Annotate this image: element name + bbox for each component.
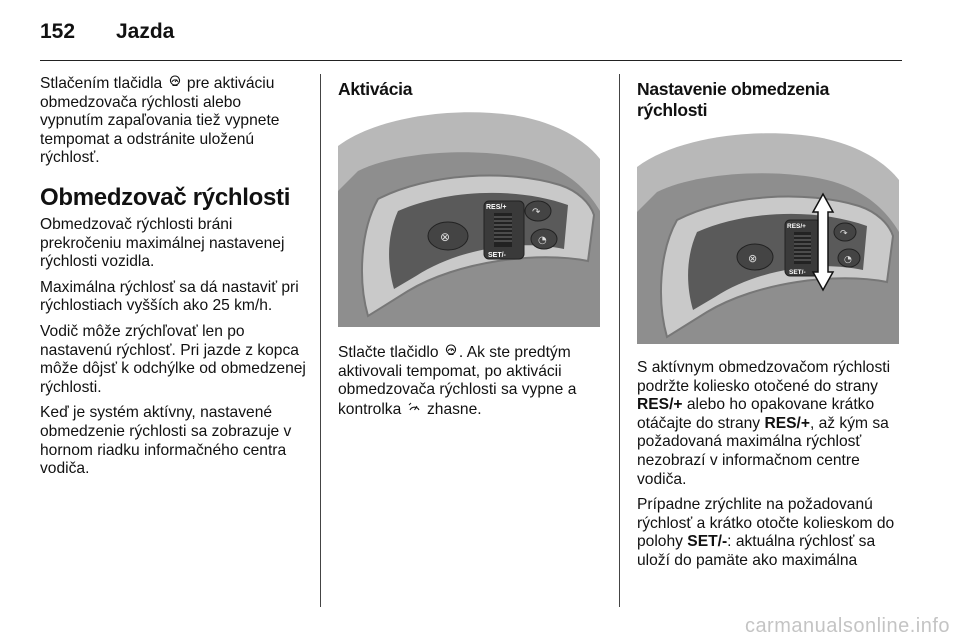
watermark: carmanualsonline.info xyxy=(744,615,950,637)
set-label: SET/- xyxy=(789,269,806,276)
text-run: alebo ho opakovane krátko otáčajte do strany xyxy=(637,396,875,432)
res-label: RES/+ xyxy=(486,204,507,211)
column-1 xyxy=(40,74,308,486)
text-run: Prípadne zrýchlite na požadovanú rýchlosť a krátko otočte kolieskom do polohy xyxy=(637,496,895,551)
paragraph-4: Keď je systém aktívny, nastavené obmedzenie rýchlosti sa zobrazuje v hornom riadku informačného centra vodiča. xyxy=(40,404,292,478)
paragraph-1: Obmedzovač rýchlosti bráni prekročeniu maximálnej nastavenej rýchlosti vozidla. xyxy=(40,215,285,271)
section-heading-activation: Aktivácia xyxy=(338,79,413,99)
set-label: SET/- xyxy=(488,252,506,259)
thumbwheel xyxy=(494,213,512,247)
activation-text-start: Stlačte tlačidlo xyxy=(338,344,439,361)
text-run: : aktuálna rýchlosť sa uloží do pamäte ako maximálna xyxy=(637,533,876,569)
column-3 xyxy=(637,74,901,578)
intro-text-end: pre aktiváciu obmedzovača rýchlosti alebo vypnutím zapaľovania tiež vypnete tempomat a odstránite uloženú rýchlosť. xyxy=(40,75,280,167)
set-minus-label: SET/- xyxy=(687,533,728,551)
set-limit-paragraph-1 xyxy=(637,359,901,489)
svg-text:↷: ↷ xyxy=(532,207,541,218)
res-label: RES/+ xyxy=(787,223,806,230)
header-rule xyxy=(40,60,902,61)
svg-text:◔: ◔ xyxy=(844,255,852,265)
page-number: 152 xyxy=(40,20,76,43)
activation-text-middle: . Ak ste predtým aktivovali tempomat, po aktivácii obmedzovača rýchlosti sa vypne a kontrolka xyxy=(338,344,577,418)
page-header xyxy=(40,20,174,44)
section-heading-set-limit: Nastavenie obmedzenia rýchlosti xyxy=(637,79,830,120)
section-heading-speed-limiter: Obmedzovač rýchlosti xyxy=(40,183,291,211)
intro-text-start: Stlačením tlačidla xyxy=(40,75,163,92)
column-2 xyxy=(338,74,600,426)
text-run: , až kým sa požadovaná maximálna rýchlosť nezobrazí v informačnom centre vodiča. xyxy=(637,414,889,488)
paragraph-3: Vodič môže zrýchľovať len po nastavenú rýchlosť. Pri jazde z kopca môže dôjsť k odchýlke od obmedzenej rýchlosti. xyxy=(40,322,306,396)
column-divider-2 xyxy=(619,74,620,607)
steering-wheel-figure-activation xyxy=(338,111,600,327)
thumbwheel xyxy=(794,232,811,264)
activation-paragraph xyxy=(338,343,600,419)
speed-limiter-icon xyxy=(169,74,181,93)
res-plus-label: RES/+ xyxy=(764,414,810,432)
chapter-title: Jazda xyxy=(116,20,175,43)
paragraph-2: Maximálna rýchlosť sa dá nastaviť pri rýchlostiach vyšších ako 25 km/h. xyxy=(40,278,299,315)
steering-wheel-figure-adjust xyxy=(637,132,899,344)
svg-text:◔: ◔ xyxy=(538,235,547,246)
activation-text-end: zhasne. xyxy=(426,400,482,418)
svg-text:↷: ↷ xyxy=(840,229,848,239)
set-limit-paragraph-2 xyxy=(637,496,901,570)
res-plus-label: RES/+ xyxy=(637,396,683,414)
column-divider-1 xyxy=(320,74,321,607)
cruise-control-icon xyxy=(408,400,421,419)
svg-text:⊗: ⊗ xyxy=(748,252,758,265)
speed-limiter-icon xyxy=(445,343,457,362)
intro-paragraph xyxy=(40,74,308,168)
text-run: S aktívnym obmedzovačom rýchlosti podržte koliesko otočené do strany xyxy=(637,359,891,395)
svg-text:⊗: ⊗ xyxy=(440,230,451,244)
